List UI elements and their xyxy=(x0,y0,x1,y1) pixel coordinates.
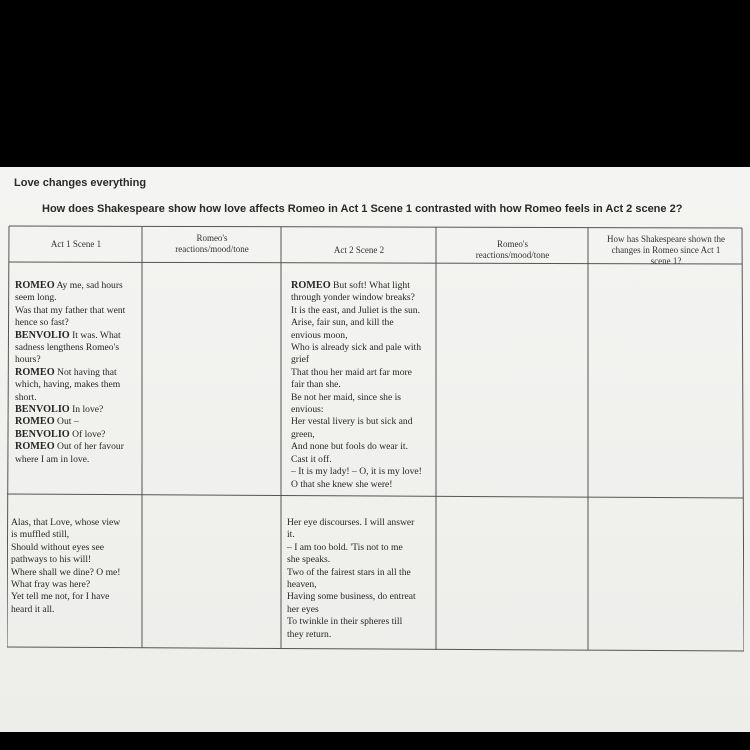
header-romeo-reactions-1 xyxy=(144,233,280,255)
quote-text: Two of the fairest stars in all the xyxy=(287,566,411,578)
quote-line xyxy=(291,479,437,491)
quote-line xyxy=(291,317,437,329)
quote-line xyxy=(287,591,435,603)
quote-text: pathways to his will! xyxy=(11,554,92,566)
quote-line xyxy=(287,554,435,566)
quote-text: Who is already sick and pale with xyxy=(291,342,422,354)
quote-line xyxy=(15,379,141,391)
header-line: Romeo's xyxy=(196,233,228,243)
quote-text: That thou her maid art far more xyxy=(291,366,412,378)
speaker-name: BENVOLIO xyxy=(15,404,70,416)
quote-text: which, having, makes them xyxy=(15,379,121,391)
header-shakespeare-changes xyxy=(590,234,742,267)
quote-line xyxy=(291,280,437,292)
quote-line xyxy=(291,292,437,304)
quote-line xyxy=(15,404,141,416)
quote-text: Her eye discourses. I will answer xyxy=(287,517,415,528)
quote-text: Her vestal livery is but sick and xyxy=(291,416,413,428)
column-divider-right xyxy=(742,228,744,651)
act2-quote-row2 xyxy=(287,517,435,641)
quote-text: Having some business, do entreat xyxy=(287,591,416,603)
quote-line xyxy=(287,542,435,554)
quote-line xyxy=(15,292,141,304)
header-line: reactions/mood/tone xyxy=(475,250,550,260)
quote-text: green, xyxy=(291,428,315,440)
quote-line xyxy=(11,542,141,554)
quote-line xyxy=(291,354,437,366)
quote-line xyxy=(11,517,141,529)
table-bottom-border xyxy=(7,647,744,651)
quote-text: Not having that xyxy=(54,366,117,378)
quote-text: Out – xyxy=(54,416,79,428)
act1-quote-row1 xyxy=(15,280,141,466)
header-act1-scene1: Act 1 Scene 1 xyxy=(50,239,102,249)
act2-quote-row1 xyxy=(291,280,437,491)
column-divider-left xyxy=(7,226,9,647)
comparison-table xyxy=(7,225,744,657)
quote-text: Ay me, sad hours xyxy=(54,280,123,291)
header-line: reactions/mood/tone xyxy=(175,244,249,254)
quote-line xyxy=(287,517,435,529)
quote-text: – It is my lady! – O, it is my love! xyxy=(291,466,422,478)
quote-text: where I am in love. xyxy=(15,453,90,465)
quote-text: fair than she. xyxy=(291,379,341,391)
quote-text: It is the east, and Juliet is the sun. xyxy=(291,304,420,316)
quote-text: sadness lengthens Romeo's xyxy=(15,342,120,354)
quote-text: Be not her maid, since she is xyxy=(291,391,402,403)
quote-text: – I am too bold. 'Tis not to me xyxy=(287,541,403,553)
quote-line xyxy=(15,342,141,354)
quote-line xyxy=(15,441,141,453)
quote-line xyxy=(11,591,141,603)
quote-text: In love? xyxy=(69,404,104,416)
quote-text: seem long. xyxy=(15,292,57,304)
quote-line xyxy=(15,354,141,366)
quote-text: through yonder window breaks? xyxy=(291,292,415,304)
quote-line xyxy=(291,454,437,466)
quote-line xyxy=(11,579,141,591)
quote-text: Arise, fair sun, and kill the xyxy=(291,317,394,329)
quote-line xyxy=(15,429,141,441)
quote-line xyxy=(11,554,141,566)
quote-line xyxy=(15,280,141,292)
quote-line xyxy=(15,305,141,317)
quote-line xyxy=(291,404,437,416)
quote-line xyxy=(287,604,435,616)
quote-text: Of love? xyxy=(69,428,106,440)
quote-line xyxy=(287,567,435,579)
quote-line xyxy=(15,454,141,466)
quote-line xyxy=(287,529,435,541)
header-line: scene 1? xyxy=(650,256,682,266)
quote-text: And none but fools do wear it. xyxy=(291,441,408,453)
quote-text: heard it all. xyxy=(11,603,55,615)
header-romeo-reactions-2 xyxy=(438,239,587,261)
quote-text: But soft! What light xyxy=(330,280,410,291)
speaker-name: BENVOLIO xyxy=(15,428,70,440)
quote-line xyxy=(287,616,435,628)
speaker-name: ROMEO xyxy=(15,416,55,428)
quote-text: it. xyxy=(287,529,295,541)
quote-line xyxy=(11,604,141,616)
quote-text: heaven, xyxy=(287,579,317,591)
quote-line xyxy=(291,330,437,342)
speaker-name: ROMEO xyxy=(15,280,55,291)
quote-line xyxy=(291,379,437,391)
speaker-name: ROMEO xyxy=(291,280,331,291)
quote-line xyxy=(287,629,435,641)
quote-line xyxy=(11,529,141,541)
quote-text: they return. xyxy=(287,628,332,640)
quote-line xyxy=(11,567,141,579)
quote-line xyxy=(15,392,141,404)
quote-text: Alas, that Love, whose view xyxy=(11,517,121,528)
quote-text: Out of her favour xyxy=(54,441,124,453)
speaker-name: BENVOLIO xyxy=(15,329,70,341)
quote-text: hours? xyxy=(15,354,41,366)
header-line: Romeo's xyxy=(496,239,529,249)
quote-line xyxy=(15,367,141,379)
quote-text: hence so fast? xyxy=(15,317,69,329)
quote-text: Cast it off. xyxy=(291,453,332,465)
speaker-name: ROMEO xyxy=(15,441,55,453)
quote-line xyxy=(291,441,437,453)
quote-text: Yet tell me not, for I have xyxy=(11,591,110,603)
quote-text: To twinkle in their spheres till xyxy=(287,616,403,628)
quote-text: It was. What xyxy=(69,329,121,341)
document-title: Love changes everything xyxy=(14,177,147,189)
quote-text: grief xyxy=(291,354,310,366)
quote-line xyxy=(291,416,437,428)
speaker-name: ROMEO xyxy=(15,366,55,378)
quote-line xyxy=(287,579,435,591)
quote-text: Where shall we dine? O me! xyxy=(11,566,121,578)
quote-line xyxy=(15,317,141,329)
row-divider xyxy=(7,494,743,498)
header-line: changes in Romeo since Act 1 xyxy=(611,245,721,255)
quote-text: is muffled still, xyxy=(11,529,70,541)
quote-text: Should without eyes see xyxy=(11,541,104,553)
quote-text: envious moon, xyxy=(291,329,348,341)
quote-text: O that she knew she were! xyxy=(291,478,393,490)
quote-text: she speaks. xyxy=(287,554,331,566)
quote-line xyxy=(291,305,437,317)
header-act2-scene2: Act 2 Scene 2 xyxy=(333,245,385,255)
act1-quote-row2 xyxy=(11,517,141,616)
quote-line xyxy=(291,367,437,379)
quote-line xyxy=(15,416,141,428)
quote-text: envious: xyxy=(291,404,324,416)
quote-line xyxy=(291,392,437,404)
quote-line xyxy=(291,429,437,441)
quote-text: Was that my father that went xyxy=(15,304,126,316)
header-line: How has Shakespeare shown the xyxy=(607,234,725,244)
quote-text: her eyes xyxy=(287,603,319,615)
quote-text: What fray was here? xyxy=(11,579,91,591)
quote-line xyxy=(291,466,437,478)
worksheet-page xyxy=(0,167,750,732)
table-top-border xyxy=(9,226,742,228)
document-question: How does Shakespeare show how love affects Romeo in Act 1 Scene 1 contrasted with how Romeo feels in Act 2 scene 2? xyxy=(42,203,683,215)
quote-line xyxy=(15,330,141,342)
quote-line xyxy=(291,342,437,354)
quote-text: short. xyxy=(15,391,37,403)
